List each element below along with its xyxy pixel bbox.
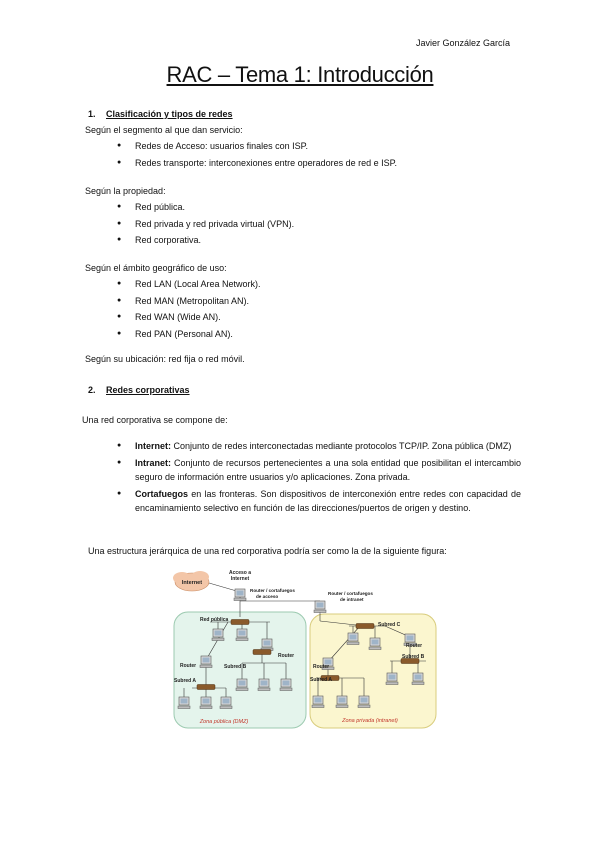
list-item: ● Red MAN (Metropolitan AN).	[135, 295, 261, 312]
host-icon	[178, 697, 190, 709]
label-subred-b: Subred B	[402, 654, 425, 660]
private-backbone-router	[356, 624, 374, 629]
subnet-a-router	[197, 685, 215, 690]
section-1-heading	[88, 109, 233, 119]
host-icon	[336, 696, 348, 708]
subnet-b-router	[253, 650, 271, 655]
list-item	[135, 487, 521, 516]
bullet-list	[135, 278, 261, 344]
list-item: ● Red LAN (Local Area Network).	[135, 278, 261, 295]
section-1-number: 1.	[88, 109, 96, 119]
router-pc	[200, 656, 212, 668]
bullet-list	[135, 140, 397, 173]
label-internet: Internet	[181, 580, 203, 586]
location-text: Según su ubicación: red fija o red móvil.	[85, 354, 245, 364]
list-item	[135, 439, 521, 454]
term: Intranet:	[135, 457, 171, 468]
label-subred-c: Subred C	[378, 622, 401, 628]
section-2-number: 2.	[88, 385, 96, 395]
term: Cortafuegos	[135, 488, 189, 499]
bullet-list	[135, 201, 294, 251]
definition: Conjunto de redes interconectadas mediante protocolos TCP/IP. Zona pública (DMZ)	[173, 441, 512, 451]
group-label: Según el segmento al que dan servicio:	[85, 125, 243, 135]
author-name: Javier González García	[415, 38, 510, 48]
intro-text: Una red corporativa se compone de:	[82, 415, 228, 425]
public-backbone-router	[231, 620, 249, 625]
list-item: ● Red corporativa.	[135, 234, 294, 251]
list-item: ● Red pública.	[135, 201, 294, 218]
label-subred-a: Subred A	[174, 678, 197, 684]
host-icon	[369, 638, 381, 650]
list-item: ● Red privada y red privada virtual (VPN).	[135, 218, 294, 235]
label-router-intranet-b: de intranet	[340, 597, 364, 602]
network-diagram	[170, 565, 440, 730]
definition-list	[135, 439, 521, 518]
host-icon	[258, 679, 270, 691]
host-icon	[312, 696, 324, 708]
label-acceso-b: Internet	[230, 576, 250, 582]
label-router: Router	[278, 653, 295, 659]
group-label: Según la propiedad:	[85, 186, 166, 196]
host-icon	[236, 629, 248, 641]
definition: en las fronteras. Son dispositivos de interconexión entre redes con capacidad de encaminamiento selectivo en función de las direcciones/puertos de origen y destino.	[135, 488, 521, 513]
list-item: ● Red PAN (Personal AN).	[135, 328, 261, 345]
list-item: ● Redes de Acceso: usuarios finales con ISP.	[135, 140, 397, 157]
host-icon	[236, 679, 248, 691]
section-2-heading	[88, 385, 190, 395]
section-2-title: Redes corporativas	[106, 385, 190, 395]
private-zone	[310, 614, 436, 728]
group-label: Según el ámbito geográfico de uso:	[85, 263, 227, 273]
label-subred-b: Subred B	[224, 664, 247, 670]
label-zona-publica: Zona pública (DMZ)	[199, 719, 249, 725]
label-router: Router	[406, 643, 423, 649]
host-icon	[212, 629, 224, 641]
intranet-router-pc	[314, 601, 326, 613]
label-router: Router	[180, 663, 197, 669]
host-icon	[200, 697, 212, 709]
list-item: ● Redes transporte: interconexiones entre operadores de red e ISP.	[135, 157, 397, 174]
label-router: Router	[313, 664, 330, 670]
term: Internet:	[135, 441, 171, 451]
list-item: ● Red WAN (Wide AN).	[135, 311, 261, 328]
label-router-acceso-a: Router / cortafuegos	[250, 588, 295, 593]
host-icon	[347, 633, 359, 645]
section-1-title: Clasificación y tipos de redes	[106, 109, 233, 119]
host-icon	[386, 673, 398, 685]
host-icon	[261, 639, 273, 651]
host-icon	[412, 673, 424, 685]
host-icon	[220, 697, 232, 709]
label-acceso-a: Acceso a	[229, 570, 251, 576]
page-title: RAC – Tema 1: Introducción	[166, 62, 434, 87]
label-router-acceso-b: de acceso	[256, 594, 279, 599]
figure-caption: Una estructura jerárquica de una red corporativa podría ser como la de la siguiente figura:	[88, 546, 447, 556]
label-subred-a: Subred A	[310, 677, 333, 683]
list-item	[135, 456, 521, 485]
label-router-intranet-a: Router / cortafuegos	[328, 591, 373, 596]
definition: Conjunto de recursos pertenecientes a una sola entidad que posibilitan el intercambio seguro de información entre usuarios y/o aplicaciones. Zona privada.	[135, 457, 521, 482]
label-red-publica: Red pública	[200, 617, 229, 623]
access-router-pc	[234, 589, 246, 601]
label-zona-privada: Zona privada (intranet)	[342, 718, 398, 724]
host-icon	[280, 679, 292, 691]
host-icon	[358, 696, 370, 708]
